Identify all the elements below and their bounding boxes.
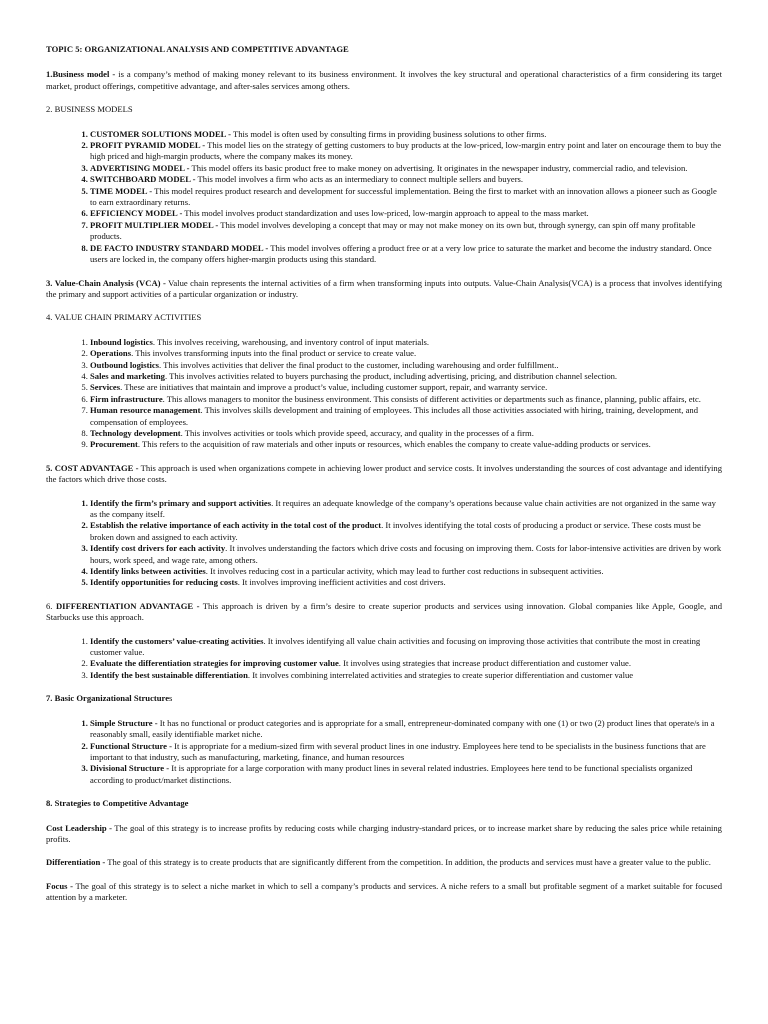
term: Outbound logistics [90, 359, 160, 370]
cost-advantage-list [46, 498, 722, 589]
definition: This approach is driven by a firm’s desire to create superior products and services using innovation. Global companies like Apple, Google, and Starbucks use this approach. [46, 600, 722, 623]
strategy-focus [46, 881, 722, 904]
section-business-model [46, 69, 722, 92]
term: Operations [90, 348, 132, 359]
heading-bold: 7. Basic Organizational Structure [46, 693, 170, 704]
list-item [90, 208, 722, 219]
term: CUSTOMER SOLUTIONS MODEL - [90, 128, 231, 139]
organizational-structures-list [46, 718, 722, 786]
description: This model involves product standardization and uses low-priced, low-margin approach to appeal to the mass market. [182, 208, 589, 219]
term: Services [90, 382, 121, 393]
list-item [90, 337, 722, 348]
list-item [90, 439, 722, 450]
list-item [90, 220, 722, 243]
description: This model offers its basic product free to make money on advertising. It originates in the newspaper industry, commercial radio, and television. [189, 162, 688, 173]
term: Procurement [90, 439, 138, 450]
section-heading-business-models: 2. BUSINESS MODELS [46, 104, 133, 115]
list-item [90, 371, 722, 382]
description: . This involves activities that deliver the final product to the customer, including warehousing and order fulfillment.. [159, 359, 559, 370]
list-item [90, 348, 722, 359]
definition: The goal of this strategy is to select a niche market in which to sell a company’s products and services. A niche refers to a small but profitable segment of a market suitable for focused attention by a marketer. [46, 880, 723, 903]
term: Simple Structure - [90, 717, 158, 728]
section-number: 6. [46, 600, 56, 611]
list-item [90, 566, 722, 577]
term: Human resource management [90, 405, 201, 416]
description: . This involves activities or tools which provide speed, accuracy, and quality in the processes of a firm. [180, 427, 534, 438]
term: DIFFERENTIATION ADVANTAGE - [55, 600, 200, 611]
description: This model involves developing a concept that may or may not make money on its own but, through synergy, can spin off many profitable products. [90, 219, 696, 242]
definition: is a company’s method of making money relevant to its business environment. It involves the key structural and operational characteristics of a firm considering its target market, product offerings, competitive advantage, and after-sales services among others. [46, 69, 722, 91]
list-item [90, 741, 722, 764]
description: This model requires product research and development for successful implementation. Being the first to market with an innovation allows a pioneer such as Google to earn extraordinary returns. [90, 185, 717, 208]
term: Differentiation - [46, 857, 106, 868]
term: Focus - [46, 880, 74, 891]
list-item [90, 405, 722, 428]
list-item [90, 382, 722, 393]
term: Firm infrastructure [90, 393, 163, 404]
list-item [90, 174, 722, 185]
term: Establish the relative importance of each activity in the total cost of the product [90, 520, 382, 531]
description: . This refers to the acquisition of raw materials and other inputs or resources, which enables the company to create value-adding products or services. [137, 439, 651, 450]
list-item [90, 428, 722, 439]
term: Identify opportunities for reducing costs [90, 577, 238, 588]
section-differentiation-advantage [46, 601, 722, 624]
list-item [90, 140, 722, 163]
term: PROFIT PYRAMID MODEL - [90, 140, 206, 151]
list-item [90, 243, 722, 266]
differentiation-list [46, 636, 722, 682]
description: . This involves receiving, warehousing, and inventory control of input materials. [152, 336, 430, 347]
list-item [90, 658, 722, 669]
term: DE FACTO INDUSTRY STANDARD MODEL - [90, 242, 269, 253]
term: Identify the firm’s primary and support activities [90, 497, 272, 508]
strategy-cost-leadership [46, 823, 722, 846]
term: ADVERTISING MODEL - [90, 162, 190, 173]
list-item [90, 543, 722, 566]
term: 3. Value-Chain Analysis (VCA) - [46, 277, 166, 288]
description: It has no functional or product categories and is appropriate for a small, entrepreneur-dominated company with one (1) or two (2) product lines that operate/s in a reasonably small, easily identifiable market niche. [90, 717, 715, 740]
list-item [90, 498, 722, 521]
term: SWITCHBOARD MODEL - [90, 174, 196, 185]
description: It is appropriate for a medium-sized firm with several product lines in one industry. Employees here tend to be specialists in the business functions that are important to that industry, such as manufacturing, marketing, finance, and human resources [90, 740, 706, 762]
term: 5. COST ADVANTAGE - [46, 462, 139, 473]
term: Identify cost drivers for each activity [90, 543, 226, 554]
definition: This approach is used when organizations compete in achieving lower product and service costs. It involves understanding the sources of cost advantage and identifying the factors which drive those costs. [46, 462, 722, 485]
list-item [90, 129, 722, 140]
list-item [90, 394, 722, 405]
description: . It involves identifying the total costs of producing a product or service. These costs must be broken down and assigned to each activity. [90, 520, 701, 542]
description: This model is often used by consulting firms in providing business solutions to other firms. [230, 128, 547, 139]
description: . This involves activities related to buyers purchasing the product, including advertising, pricing, and distribution channel selection. [164, 370, 618, 381]
definition: Value chain represents the internal activities of a firm when transforming inputs into outputs. Value-Chain Analysis(VCA) is a process that involves identifying the primary and support activities of a particular organization or industry. [46, 277, 722, 299]
list-item [90, 520, 722, 543]
description: This model involves a firm who acts as an intermediary to connect multiple sellers and buyers. [195, 174, 524, 185]
description: . It involves combining interrelated activities and strategies to create superior differentiation and customer value [247, 669, 634, 680]
description: . This involves transforming inputs into the final product or service to create value. [131, 348, 417, 359]
term: Sales and marketing [90, 370, 165, 381]
section-value-chain-analysis [46, 278, 722, 301]
term: Identify the best sustainable differentiation [90, 669, 248, 680]
term: Evaluate the differentiation strategies for improving customer value [90, 658, 339, 669]
list-item [90, 186, 722, 209]
section-heading-organizational-structures [46, 693, 722, 704]
list-item [90, 360, 722, 371]
term: Divisional Structure - [90, 763, 170, 774]
term: EFFICIENCY MODEL - [90, 208, 183, 219]
description: . This allows managers to monitor the business environment. This consists of different activities or departments such as finance, planning, public affairs, etc. [162, 393, 701, 404]
primary-activities-list [46, 337, 722, 451]
list-item [90, 163, 722, 174]
definition: The goal of this strategy is to create products that are significantly different from the competition. In addition, the products and services must have a greater value to the public. [105, 857, 711, 868]
heading-suffix: s [169, 693, 173, 704]
term: Identify links between activities [90, 566, 206, 577]
description: It is appropriate for a large corporation with many product lines in several related industries. Employees here tend to be functional specialists organized according to product/market distinctions. [90, 763, 693, 785]
strategy-differentiation [46, 857, 722, 868]
description: . It involves using strategies that increase product differentiation and customer value. [338, 658, 631, 669]
term: Cost Leadership - [46, 822, 112, 833]
section-heading-value-chain-primary-activities: 4. VALUE CHAIN PRIMARY ACTIVITIES [46, 312, 202, 323]
list-item [90, 670, 722, 681]
term: PROFIT MULTIPLIER MODEL - [90, 219, 219, 230]
list-item [90, 718, 722, 741]
definition: The goal of this strategy is to increase profits by reducing costs while charging industry-standard prices, or to increase market share by reducing the sales price while retaining profits. [46, 822, 722, 844]
description: . It involves understanding the factors which drive costs and focusing on improving them. Costs for labor-intensive activities are driven by work hours, work speed, and wage rate, among others. [90, 543, 722, 565]
term: Functional Structure - [90, 740, 172, 751]
description: . It involves identifying all value chain activities and focusing on improving those activities that contribute the most in creating customer value. [90, 635, 701, 658]
term: TIME MODEL - [90, 185, 153, 196]
section-heading-competitive-strategies [46, 798, 722, 809]
description: This model lies on the strategy of getting customers to buy products at the low-priced, low-margin entry point and later on encourage them to buy the high priced and high-margin products, where the company makes its money. [90, 140, 722, 162]
term: Inbound logistics [90, 336, 153, 347]
term: Technology development [90, 427, 181, 438]
description: . It involves improving inefficient activities and cost drivers. [237, 577, 446, 588]
business-models-list [46, 129, 722, 266]
list-item [90, 763, 722, 786]
description: . These are initiatives that maintain and improve a product’s value, including customer support, repair, and warranty service. [120, 382, 548, 393]
list-item [90, 636, 722, 659]
term: 1.Business model - [46, 69, 116, 80]
description: . This involves skills development and training of employees. This includes all those activities associated with hiring, training, development, and compensation of employees. [90, 405, 698, 427]
page-title: TOPIC 5: ORGANIZATIONAL ANALYSIS AND COMPETITIVE ADVANTAGE [46, 44, 349, 54]
description: . It involves reducing cost in a particular activity, which may lead to further cost reductions in subsequent activities. [205, 566, 604, 577]
description: . It requires an adequate knowledge of the company’s operations because value chain activities are not organized in the same way as the company itself. [90, 497, 716, 519]
heading-bold: 8. Strategies to Competitive Advantage [46, 798, 189, 809]
section-cost-advantage [46, 463, 722, 486]
description: This model involves offering a product free or at a very low price to saturate the market and become the industry standard. Once users are locked in, the company offers higher-margin products using this standard. [90, 242, 712, 265]
list-item [90, 577, 722, 588]
term: Identify the customers’ value-creating activities [90, 635, 264, 646]
